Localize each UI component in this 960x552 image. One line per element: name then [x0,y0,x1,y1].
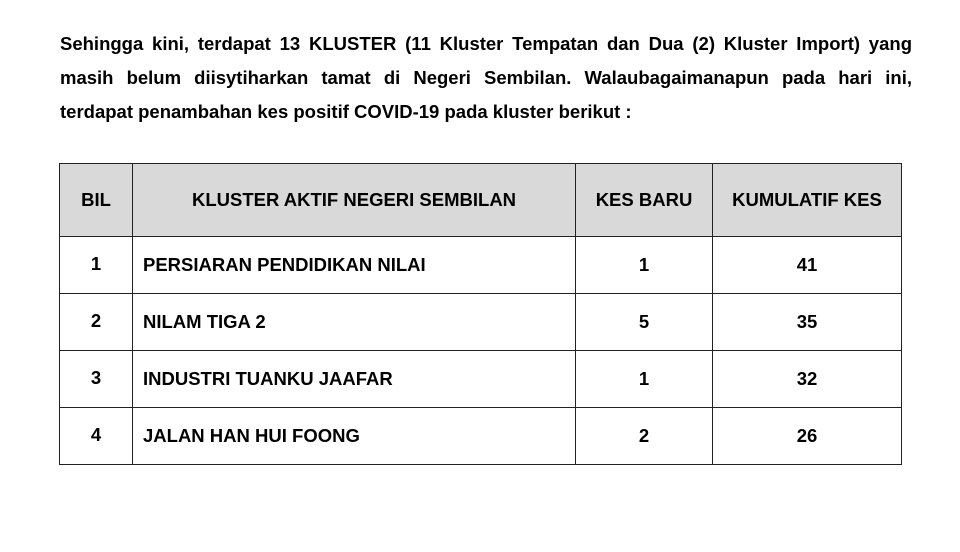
row-cumulative: 26 [713,408,902,465]
row-bil: 1 [60,237,133,294]
row-new-cases: 2 [576,408,713,465]
cluster-table-body [60,237,902,465]
intro-paragraph [60,27,912,129]
row-cumulative: 41 [713,237,902,294]
row-new-cases: 1 [576,351,713,408]
row-cumulative: 35 [713,294,902,351]
row-cluster-name: PERSIARAN PENDIDIKAN NILAI [133,237,576,294]
header-row [60,164,902,237]
row-new-cases: 5 [576,294,713,351]
header-bil: BIL [60,164,133,237]
intro-line-2: masih belum diisytiharkan tamat di Negeri Sembilan. Walaubagaimanapun pada hari ini, [60,67,912,88]
row-cumulative: 32 [713,351,902,408]
cluster-table-header [60,164,902,237]
intro-line-3: terdapat penambahan kes positif COVID-19 pada kluster berikut : [60,101,632,122]
row-new-cases: 1 [576,237,713,294]
cluster-table [59,163,902,465]
table-row [60,408,902,465]
row-bil: 4 [60,408,133,465]
table-row [60,351,902,408]
intro-line-1: Sehingga kini, terdapat 13 KLUSTER (11 Kluster Tempatan dan Dua (2) Kluster Import) yang [60,33,912,54]
row-cluster-name: JALAN HAN HUI FOONG [133,408,576,465]
table-row [60,294,902,351]
row-bil: 3 [60,351,133,408]
header-cumulative: KUMULATIF KES [713,164,902,237]
header-cluster: KLUSTER AKTIF NEGERI SEMBILAN [133,164,576,237]
row-cluster-name: INDUSTRI TUANKU JAAFAR [133,351,576,408]
header-new-cases: KES BARU [576,164,713,237]
table-row [60,237,902,294]
row-cluster-name: NILAM TIGA 2 [133,294,576,351]
row-bil: 2 [60,294,133,351]
